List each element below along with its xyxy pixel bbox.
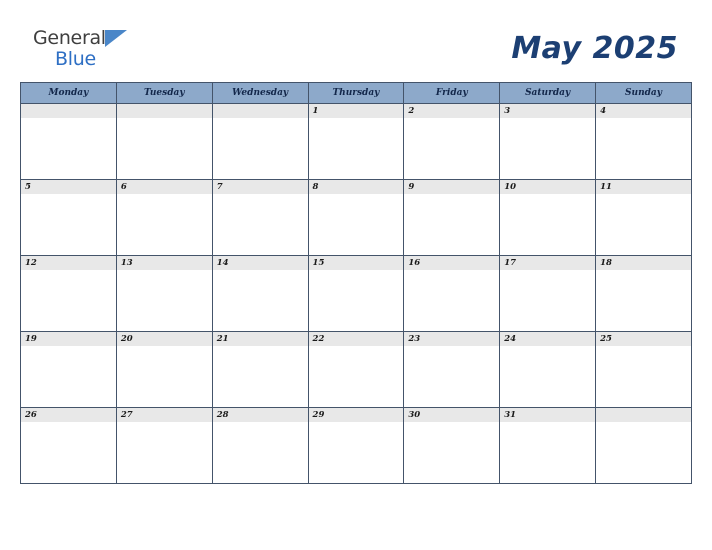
day-cell[interactable] bbox=[404, 332, 500, 408]
day-number: 4 bbox=[600, 106, 606, 116]
day-number: 1 bbox=[312, 106, 319, 116]
logo-text-blue: Blue bbox=[55, 48, 96, 70]
day-number: 5 bbox=[25, 182, 31, 192]
weekday-header-tuesday: Tuesday bbox=[116, 83, 212, 104]
day-cell[interactable] bbox=[212, 180, 308, 256]
page-title: May 2025 bbox=[511, 31, 678, 66]
day-cell[interactable] bbox=[116, 180, 212, 256]
day-number: 20 bbox=[120, 334, 133, 344]
day-number: 3 bbox=[504, 106, 511, 116]
weekday-header-friday: Friday bbox=[404, 83, 500, 104]
day-number: 15 bbox=[312, 258, 325, 268]
calendar-week-row bbox=[21, 180, 692, 256]
day-number: 10 bbox=[504, 182, 517, 192]
day-number: 7 bbox=[216, 182, 223, 192]
triangle-icon bbox=[105, 30, 127, 47]
day-cell[interactable] bbox=[596, 104, 692, 180]
day-number: 13 bbox=[120, 258, 133, 268]
day-cell[interactable] bbox=[212, 408, 308, 484]
day-number: 30 bbox=[408, 410, 421, 420]
day-cell[interactable] bbox=[596, 332, 692, 408]
day-number: 28 bbox=[216, 410, 229, 420]
weekday-header-monday: Monday bbox=[21, 83, 117, 104]
day-cell[interactable] bbox=[596, 408, 692, 484]
day-cell[interactable] bbox=[21, 408, 117, 484]
day-cell[interactable] bbox=[596, 256, 692, 332]
day-cell[interactable] bbox=[21, 104, 117, 180]
day-number bbox=[596, 408, 691, 410]
weekday-header-saturday: Saturday bbox=[500, 83, 596, 104]
day-cell[interactable] bbox=[404, 180, 500, 256]
day-cell[interactable] bbox=[212, 332, 308, 408]
day-number: 11 bbox=[600, 182, 612, 192]
day-number: 14 bbox=[216, 258, 229, 268]
day-cell[interactable] bbox=[500, 180, 596, 256]
page-header bbox=[0, 0, 712, 78]
day-number bbox=[213, 104, 308, 106]
day-cell[interactable] bbox=[21, 332, 117, 408]
day-cell[interactable] bbox=[116, 104, 212, 180]
day-cell[interactable] bbox=[308, 408, 404, 484]
day-number: 17 bbox=[504, 258, 517, 268]
day-cell[interactable] bbox=[21, 180, 117, 256]
day-number: 18 bbox=[600, 258, 612, 268]
day-cell[interactable] bbox=[500, 256, 596, 332]
day-number: 19 bbox=[25, 334, 37, 344]
day-cell[interactable] bbox=[116, 256, 212, 332]
weekday-header-wednesday: Wednesday bbox=[212, 83, 308, 104]
day-cell[interactable] bbox=[116, 332, 212, 408]
day-cell[interactable] bbox=[500, 408, 596, 484]
day-cell[interactable] bbox=[404, 408, 500, 484]
calendar-week-row bbox=[21, 256, 692, 332]
calendar-week-row bbox=[21, 408, 692, 484]
weekday-header-sunday: Sunday bbox=[596, 83, 692, 104]
weekday-header-row bbox=[21, 83, 692, 104]
logo bbox=[33, 28, 173, 74]
day-number: 8 bbox=[312, 182, 319, 192]
day-number bbox=[21, 104, 116, 106]
day-number: 23 bbox=[408, 334, 421, 344]
day-number: 2 bbox=[408, 106, 415, 116]
day-number: 6 bbox=[120, 182, 127, 192]
day-number: 31 bbox=[504, 410, 517, 420]
day-cell[interactable] bbox=[212, 256, 308, 332]
day-cell[interactable] bbox=[308, 104, 404, 180]
calendar-week-row bbox=[21, 104, 692, 180]
calendar-grid bbox=[20, 82, 692, 484]
day-number: 16 bbox=[408, 258, 421, 268]
day-cell[interactable] bbox=[116, 408, 212, 484]
day-number: 21 bbox=[216, 334, 229, 344]
logo-text-general: General bbox=[33, 27, 106, 49]
day-cell[interactable] bbox=[308, 256, 404, 332]
calendar-week-row bbox=[21, 332, 692, 408]
day-cell[interactable] bbox=[500, 104, 596, 180]
day-number: 29 bbox=[312, 410, 325, 420]
day-number: 26 bbox=[25, 410, 37, 420]
day-cell[interactable] bbox=[308, 332, 404, 408]
day-cell[interactable] bbox=[596, 180, 692, 256]
weekday-header-thursday: Thursday bbox=[308, 83, 404, 104]
day-cell[interactable] bbox=[500, 332, 596, 408]
day-number bbox=[117, 104, 212, 106]
day-number: 12 bbox=[25, 258, 37, 268]
day-number: 22 bbox=[312, 334, 325, 344]
day-cell[interactable] bbox=[308, 180, 404, 256]
day-cell[interactable] bbox=[404, 104, 500, 180]
day-number: 27 bbox=[120, 410, 133, 420]
day-cell[interactable] bbox=[404, 256, 500, 332]
day-cell[interactable] bbox=[212, 104, 308, 180]
day-number: 9 bbox=[408, 182, 415, 192]
day-number: 25 bbox=[600, 334, 612, 344]
day-number: 24 bbox=[504, 334, 517, 344]
day-cell[interactable] bbox=[21, 256, 117, 332]
